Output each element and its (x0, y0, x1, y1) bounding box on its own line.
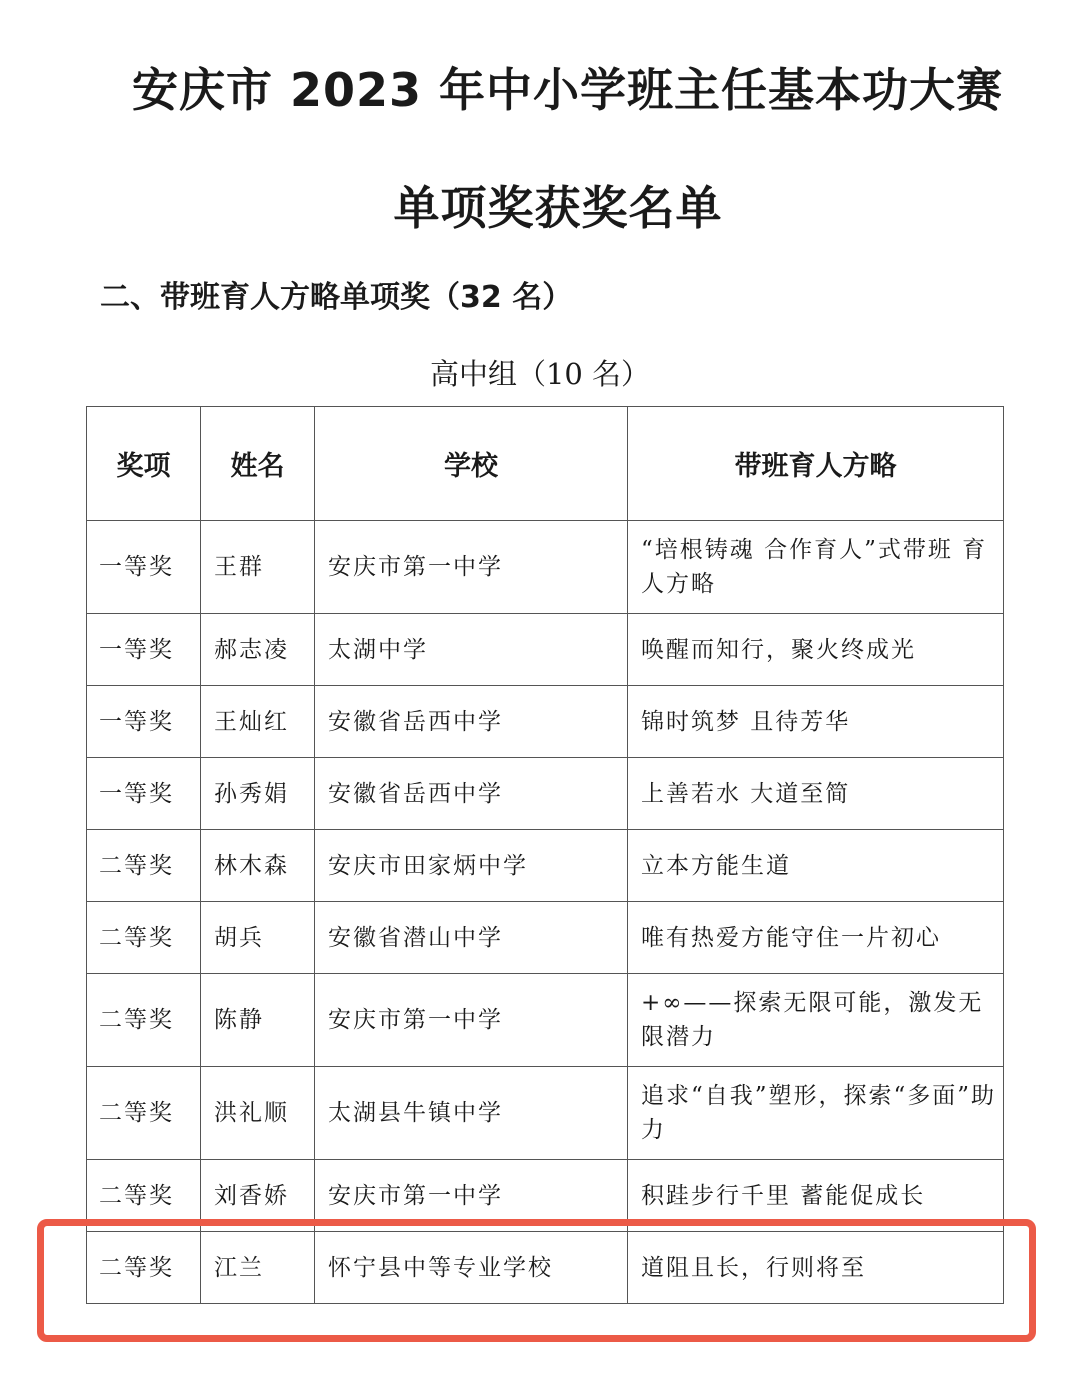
school-cell: 安徽省岳西中学 (315, 758, 628, 830)
name-cell: 胡兵 (201, 902, 315, 974)
name-cell: 林木森 (201, 830, 315, 902)
awards-table (86, 406, 1004, 1304)
table-row (87, 830, 1004, 902)
award-cell: 二等奖 (87, 1232, 201, 1304)
award-cell: 二等奖 (87, 830, 201, 902)
award-cell: 二等奖 (87, 974, 201, 1067)
table-row (87, 614, 1004, 686)
award-cell: 一等奖 (87, 521, 201, 614)
strategy-cell: “培根铸魂 合作育人”式带班 育人方略 (628, 521, 1004, 614)
award-cell: 二等奖 (87, 902, 201, 974)
name-cell: 洪礼顺 (201, 1067, 315, 1160)
school-cell: 安徽省岳西中学 (315, 686, 628, 758)
document-title-line-2: 单项奖获奖名单 (393, 181, 723, 235)
name-cell: 郝志凌 (201, 614, 315, 686)
table-row (87, 1232, 1004, 1304)
table-row (87, 686, 1004, 758)
strategy-cell: 追求“自我”塑形，探索“多面”助力 (628, 1067, 1004, 1160)
table-row (87, 521, 1004, 614)
strategy-cell: 上善若水 大道至简 (628, 758, 1004, 830)
award-cell: 二等奖 (87, 1160, 201, 1232)
award-cell: 二等奖 (87, 1067, 201, 1160)
award-cell: 一等奖 (87, 614, 201, 686)
header-name: 姓名 (201, 407, 315, 521)
award-cell: 一等奖 (87, 758, 201, 830)
school-cell: 安徽省潜山中学 (315, 902, 628, 974)
name-cell: 陈静 (201, 974, 315, 1067)
school-cell: 安庆市第一中学 (315, 1160, 628, 1232)
strategy-cell: 道阻且长，行则将至 (628, 1232, 1004, 1304)
award-cell: 一等奖 (87, 686, 201, 758)
strategy-cell: 唯有热爱方能守住一片初心 (628, 902, 1004, 974)
name-cell: 刘香娇 (201, 1160, 315, 1232)
strategy-cell: +∞——探索无限可能，激发无限潜力 (628, 974, 1004, 1067)
strategy-cell: 唤醒而知行，聚火终成光 (628, 614, 1004, 686)
document-title-line-1: 安庆市 2023 年中小学班主任基本功大赛 (132, 63, 1004, 117)
school-cell: 安庆市田家炳中学 (315, 830, 628, 902)
table-header-row (87, 407, 1004, 521)
strategy-cell: 锦时筑梦 且待芳华 (628, 686, 1004, 758)
section-heading: 二、带班育人方略单项奖（32 名） (100, 280, 573, 315)
name-cell: 王灿红 (201, 686, 315, 758)
strategy-cell: 立本方能生道 (628, 830, 1004, 902)
table-row (87, 1160, 1004, 1232)
table-row (87, 1067, 1004, 1160)
school-cell: 太湖中学 (315, 614, 628, 686)
group-heading: 高中组（10 名） (429, 357, 651, 391)
header-school: 学校 (315, 407, 628, 521)
name-cell: 王群 (201, 521, 315, 614)
name-cell: 江兰 (201, 1232, 315, 1304)
header-strategy: 带班育人方略 (628, 407, 1004, 521)
school-cell: 安庆市第一中学 (315, 521, 628, 614)
header-award: 奖项 (87, 407, 201, 521)
school-cell: 太湖县牛镇中学 (315, 1067, 628, 1160)
table-row (87, 758, 1004, 830)
table-row (87, 974, 1004, 1067)
table-row (87, 902, 1004, 974)
school-cell: 怀宁县中等专业学校 (315, 1232, 628, 1304)
name-cell: 孙秀娟 (201, 758, 315, 830)
strategy-cell: 积跬步行千里 蓄能促成长 (628, 1160, 1004, 1232)
school-cell: 安庆市第一中学 (315, 974, 628, 1067)
